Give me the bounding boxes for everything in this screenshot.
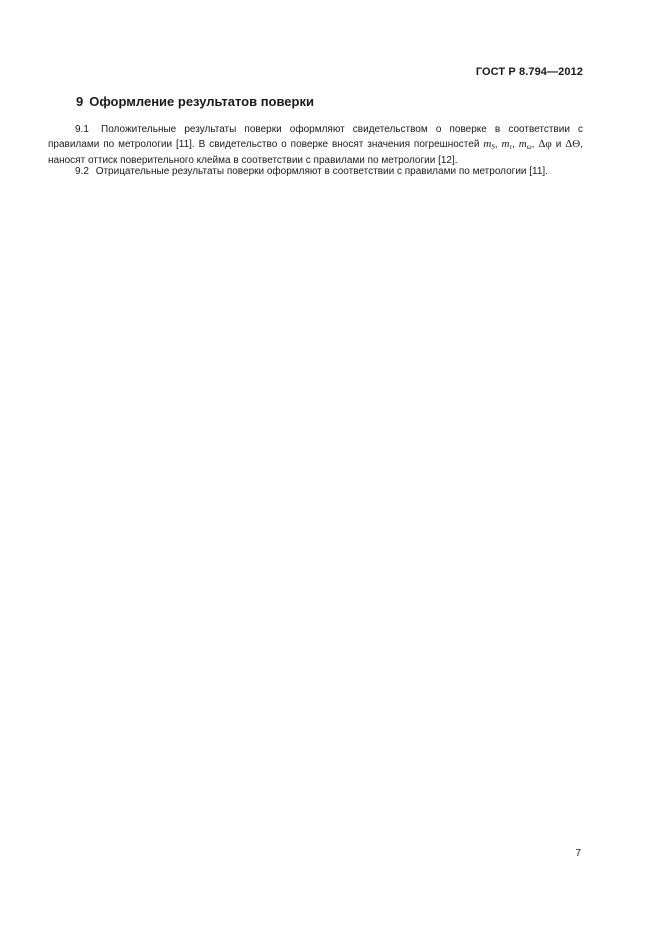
document-code: ГОСТ Р 8.794—2012 bbox=[475, 66, 583, 78]
section-number: 9 bbox=[76, 94, 84, 109]
paragraph-9-2 bbox=[48, 165, 583, 179]
section-heading bbox=[76, 94, 314, 109]
paragraph-text-end: , наносят оттиск поверительного клейма в соответствии с правилами по метрологии [12]. bbox=[48, 139, 584, 167]
formula-m-s: $m_S$ bbox=[483, 138, 495, 152]
clause-number: 9.2 bbox=[75, 166, 89, 177]
section-title: Оформление результатов поверки bbox=[89, 94, 314, 109]
paragraph-text: Положительные результаты поверки оформляют свидетельством о поверке в соответствии с правилами по метрологии [11]. В свидетельство о поверке вносят значения погрешностей bbox=[48, 124, 584, 151]
page-number: 7 bbox=[575, 848, 581, 859]
paragraph-text: Отрицательные результаты поверки оформляют в соответствии с правилами по метрологии [11]. bbox=[95, 166, 548, 177]
formula-delta-theta: ΔΘ bbox=[565, 138, 581, 151]
formula-m-tau: $m_\tau$ bbox=[501, 138, 512, 152]
paragraph-9-1: 9.1 Положительные результаты поверки оформляют свидетельством о поверке в соответствии с правилами по метрологии [11]. В свидетельство о поверке вносят значения погрешностей $m_S$, $m_\tau$, $m_\omega$, Δφ и ΔΘ, наносят оттиск поверительного клейма в соответствии с правилами по метрологии [12]. bbox=[48, 124, 584, 167]
formula-delta-phi: Δφ bbox=[538, 138, 552, 151]
formula-m-omega: $m_\omega$ bbox=[518, 138, 532, 152]
clause-number: 9.1 bbox=[75, 124, 89, 135]
